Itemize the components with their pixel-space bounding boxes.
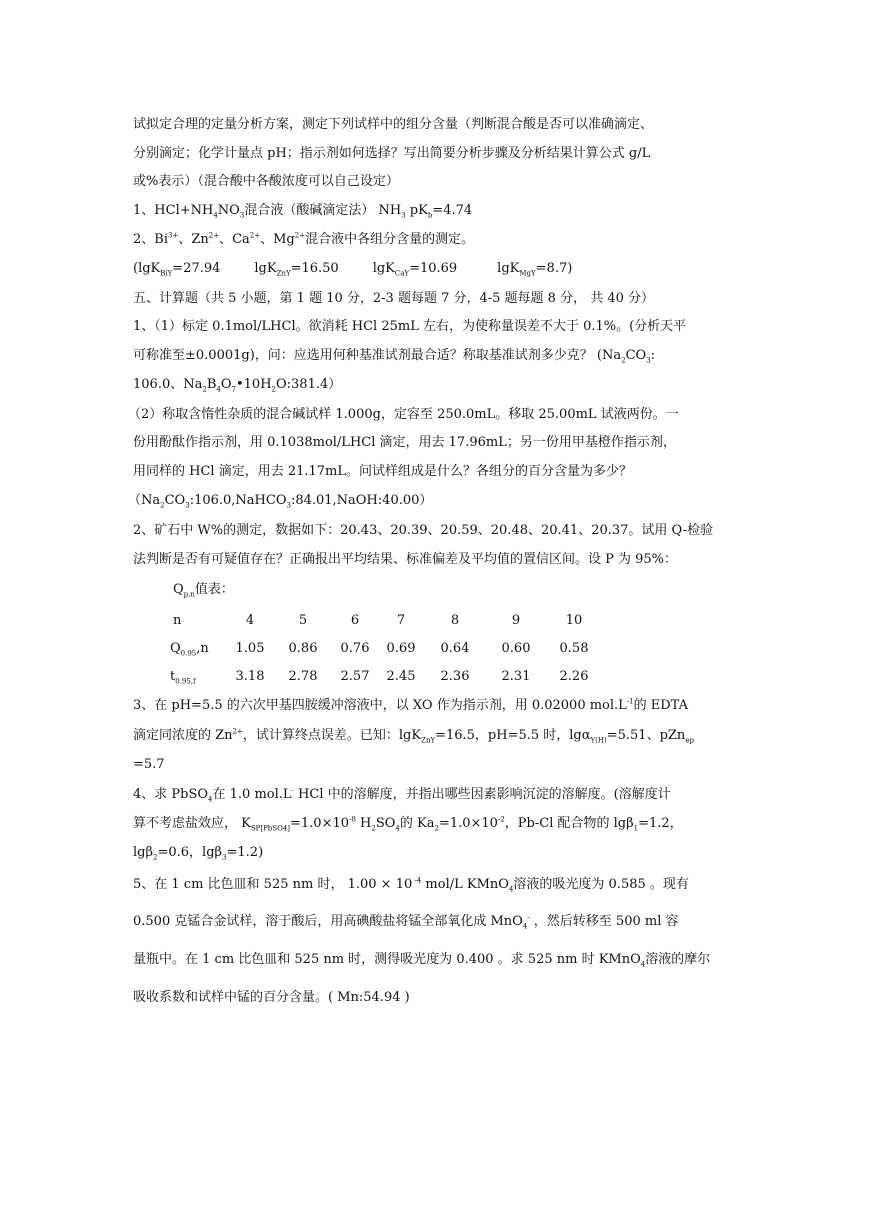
question-4-line: 4、求 PbSO$_4$在 1.0 mol.L- HCl 中的溶解度，并指出哪些因素影响沉淀的溶解度。(溶解度计 xyxy=(133,786,671,804)
question-4-line: 算不考虑盐效应， $K_{SP[PbSO4]}=1.0\times 10^{-8}$ $H_2SO_4$的 $Ka_2=1.0\times 10^{-2}$，Pb-Cl 配合物的 lgβ$_1$=1.2， xyxy=(133,815,683,833)
question-5-line: 0.500 克锰合金试样，溶于酸后，用高碘酸盐将锰全部氧化成 MnO$_4$- ，然后转移至 500 ml 容 xyxy=(133,913,679,931)
question-5-line: 5、在 1 cm 比色皿和 525 nm 时， 1.00 × 10 $^{-4}$ mol/L KMnO$_4$溶液的吸光度为 0.585 。现有 xyxy=(133,876,689,894)
q-table-title: $Q_{p,n}$值表： xyxy=(173,582,234,599)
question-3-line: =5.7 xyxy=(133,757,165,772)
intro-line: 分别滴定；化学计量点 pH；指示剂如何选择？写出简要分析步骤及分析结果计算公式 g/L xyxy=(133,146,651,161)
intro-line: 或%表示）（混合酸中各酸浓度可以自己设定） xyxy=(133,174,399,189)
stability-constants: (lgK$_{BiY}$=27.94 lgK$_{ZnY}$=16.50 lgK$_{CaY}$=10.69 lgK$_{MgY}$=8.7) xyxy=(133,261,573,278)
question-4-line: lgβ$_2$=0.6，lgβ$_3$=1.2) xyxy=(133,845,264,862)
document-page: 试拟定合理的定量分析方案，测定下列试样中的组分含量（判断混合酸是否可以准确滴定、 分别滴定；化学计量点 pH；指示剂如何选择？写出简要分析步骤及分析结果计算公式 g/L 或%表示）（混合酸中各酸浓度可以自己设定） 1、$HCl+NH_4NO_3$混合液（酸碱滴定法） $NH_3$ $pK_b=4.74$ 2、$Bi^{3+}$、$Zn^{2+}$、$Ca^{2+}$、$Mg^{2+}$混合液中各组分含量的测定。 (lgK$_{BiY}$=27.94 lgK$_{ZnY}$=16.50 lgK$_{CaY}$=10.69 lgK$_{MgY}$=8.7) 五、计算题（共 5 小题，第 1 题 10 分，2-3 题每题 7 分，4-5 题每题 8 分， 共 40 分） 1、（1）标定 0.1mol/LHCl。欲消耗 HCl 25mL 左右，为使称量误差不大于 0.1%。(分析天平 可称准至±0.0001g)，问：应选用何种基准试剂最合适？称取基准试剂多少克？ ($Na_2CO_3$: 106.0、$Na_2B_4O_7•10H_2O:381.4$） （2）称取含惰性杂质的混合碱试样 1.000g，定容至 250.0mL。移取 25.00mL 试液两份。一 份用酚酞作指示剂，用 0.1038mol/LHCl 滴定，用去 17.96mL；另一份用甲基橙作指示剂， 用同样的 HCl 滴定，用去 21.17mL。问试样组成是什么？各组分的百分含量为多少？ $(Na_2CO_3:106.0,NaHCO_3:84.01,NaOH:40.00)$ 2、矿石中 W%的测定，数据如下：20.43、20.39、20.59、20.48、20.41、20.37。试用 Q-检验 法判断是否有可疑值存在？正确报出平均结果、标准偏差及平均值的置信区间。设 P 为 95%： $Q_{p,n}$值表： n 4 5 6 7 8 9 10 $Q_{0.95},n$ 1.05 0.86 0.76 0.69 0.64 0.60 0.58 $t_{0.95,f}$ 3.18 2.78 2.57 2.45 2.36 2.31 2.26 3、在 pH=5.5 的六次甲基四胺缓冲溶液中，以 XO 作为指示剂，用 0.02000 $mol.L^{-1}$的 EDTA 滴定同浓度的 $Zn^{2+}$，试计算终点误差。已知：lgK$_{ZnY}$=16.5，pH=5.5 时，lgα$_{Y(H)}$=5.51、pZn$_{ep}$ =5.7 4、求 PbSO$_4$在 1.0 mol.L- HCl 中的溶解度，并指出哪些因素影响沉淀的溶解度。(溶解度计 算不考虑盐效应， $K_{SP[PbSO4]}=1.0\times 10^{-8}$ $H_2SO_4$的 $Ka_2=1.0\times 10^{-2}$，Pb-Cl 配合物的 lgβ$_1$=1.2， lgβ$_2$=0.6，lgβ$_3$=1.2) 5、在 1 cm 比色皿和 525 nm 时， 1.00 × 10 $^{-4}$ mol/L KMnO$_4$溶液的吸光度为 0.585 。现有 0.500 克锰合金试样，溶于酸后，用高碘酸盐将锰全部氧化成 MnO$_4$- ，然后转移至 500 ml 容 量瓶中。在 1 cm 比色皿和 525 nm 时，测得吸光度为 0.400 。求 525 nm 时 KMnO$_4$溶液的摩尔 吸收系数和试样中锰的百分含量。( Mn:54.94 ) xyxy=(128,117,714,1005)
question-1-line: 用同样的 HCl 滴定，用去 21.17mL。问试样组成是什么？各组分的百分含量为多少？ xyxy=(133,464,633,479)
question-1-line: 可称准至±0.0001g)，问：应选用何种基准试剂最合适？称取基准试剂多少克？ ($Na_2CO_3$: xyxy=(133,348,656,365)
question-1-line: 份用酚酞作指示剂，用 0.1038mol/LHCl 滴定，用去 17.96mL；另一份用甲基橙作指示剂， xyxy=(133,435,676,450)
question-3-line: 3、在 pH=5.5 的六次甲基四胺缓冲溶液中，以 XO 作为指示剂，用 0.02000 $mol.L^{-1}$的 EDTA xyxy=(133,697,689,713)
section-heading: 五、计算题（共 5 小题，第 1 题 10 分，2-3 题每题 7 分，4-5 题每题 8 分， 共 40 分） xyxy=(133,291,655,306)
design-item-1: 1、$HCl+NH_4NO_3$混合液（酸碱滴定法） $NH_3$ $pK_b=4.74$ xyxy=(133,203,473,220)
question-2-line: 法判断是否有可疑值存在？正确报出平均结果、标准偏差及平均值的置信区间。设 P 为 95%： xyxy=(133,552,678,567)
question-1-line: 1、（1）标定 0.1mol/LHCl。欲消耗 HCl 25mL 左右，为使称量误差不大于 0.1%。(分析天平 xyxy=(133,319,687,334)
design-item-2: 2、$Bi^{3+}$、$Zn^{2+}$、$Ca^{2+}$、$Mg^{2+}$混合液中各组分含量的测定。 xyxy=(133,231,475,247)
question-5-line: 量瓶中。在 1 cm 比色皿和 525 nm 时，测得吸光度为 0.400 。求 525 nm 时 KMnO$_4$溶液的摩尔 xyxy=(133,952,711,969)
question-1-line: 106.0、$Na_2B_4O_7•10H_2O:381.4$） xyxy=(133,377,342,394)
intro-line: 试拟定合理的定量分析方案，测定下列试样中的组分含量（判断混合酸是否可以准确滴定、 xyxy=(133,117,654,132)
question-2-line: 2、矿石中 W%的测定，数据如下：20.43、20.39、20.59、20.48、20.41、20.37。试用 Q-检验 xyxy=(133,523,714,538)
question-5-line: 吸收系数和试样中锰的百分含量。( Mn:54.94 ) xyxy=(133,990,410,1005)
question-1-line: （2）称取含惰性杂质的混合碱试样 1.000g，定容至 250.0mL。移取 25.00mL 试液两份。一 xyxy=(128,407,679,422)
question-3-line: 滴定同浓度的 $Zn^{2+}$，试计算终点误差。已知：lgK$_{ZnY}$=16.5，pH=5.5 时，lgα$_{Y(H)}$=5.51、pZn$_{ep}$ xyxy=(133,727,694,745)
question-1-line: $(Na_2CO_3:106.0,NaHCO_3:84.01,NaOH:40.00)$ xyxy=(128,493,433,510)
